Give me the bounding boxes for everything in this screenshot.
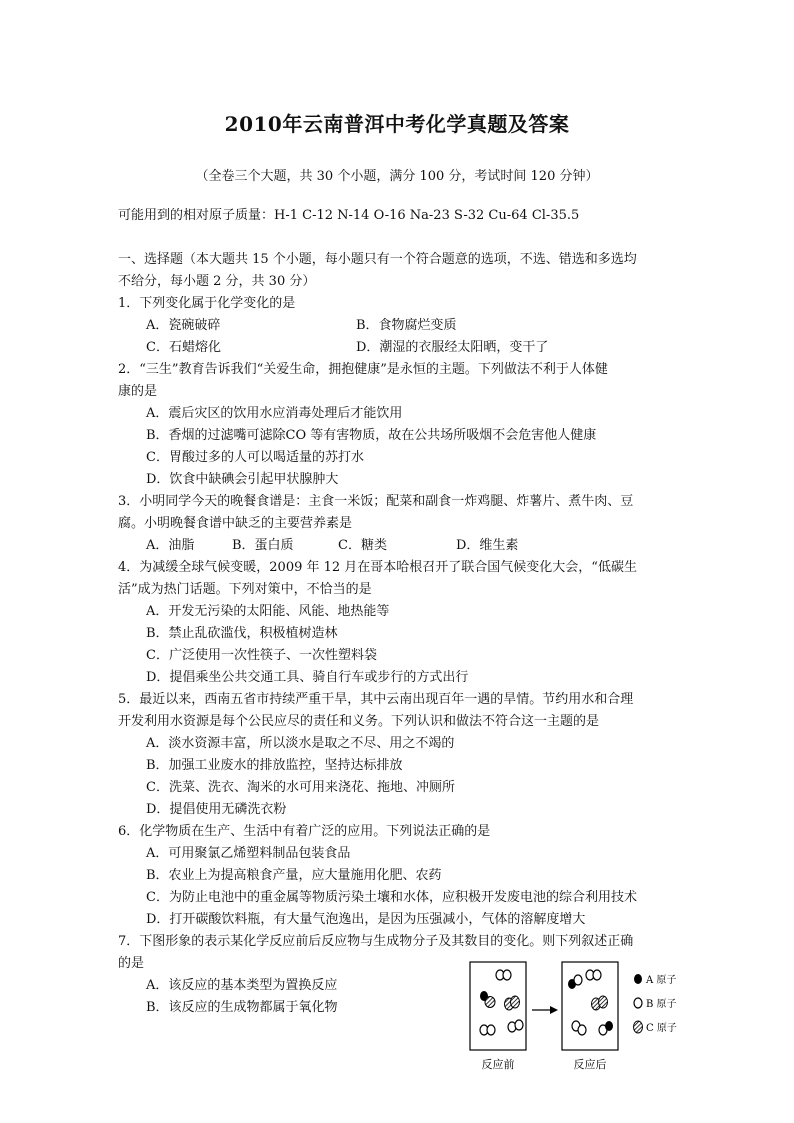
q5-option-a: A．淡水资源丰富，所以淡水是取之不尽、用之不竭的 xyxy=(146,736,455,751)
page-subtitle: （全卷三个大题，共 30 个小题，满分 100 分，考试时间 120 分钟） xyxy=(195,169,599,184)
q7-option-a: A．该反应的基本类型为置换反应 xyxy=(146,978,338,993)
after-label: 反应后 xyxy=(573,1058,607,1071)
q5-option-d: D．提倡使用无磷洗衣粉 xyxy=(146,802,287,817)
legend-c-icon xyxy=(634,1021,643,1033)
legend-c-label: C 原子 xyxy=(646,1023,677,1034)
legend-a-label: A 原子 xyxy=(646,975,677,986)
c2-molecule xyxy=(505,996,520,1010)
q2-option-a: A．震后灾区的饮用水应消毒处理后才能饮用 xyxy=(146,406,403,421)
q4-option-d: D．提倡乘坐公共交通工具、骑自行车或步行的方式出行 xyxy=(146,670,469,685)
q7-stem-2: 的是 xyxy=(118,956,145,971)
q1-option-a: A．瓷碗破碎 xyxy=(146,318,221,333)
q4-stem-1: 4．为减缓全球气候变暖，2009 年 12 月在哥本哈根召开了联合国气候变化大会，“低碳生 xyxy=(118,560,637,575)
q5-option-c: C．洗菜、洗衣、淘米的水可用来浇花、拖地、冲厕所 xyxy=(146,780,455,795)
q5-option-b: B．加强工业废水的排放监控，坚持达标排放 xyxy=(146,758,403,773)
q6-option-d: D．打开碳酸饮料瓶，有大量气泡逸出，是因为压强减小，气体的溶解度增大 xyxy=(146,912,586,927)
legend-a-icon xyxy=(634,974,642,984)
q3-option-a: A．油脂 xyxy=(146,538,195,553)
q6-option-b: B．农业上为提高粮食产量，应大量施用化肥、农药 xyxy=(146,868,442,883)
q4-option-a: A．开发无污染的太阳能、风能、地热能等 xyxy=(146,604,390,619)
legend-b-label: B 原子 xyxy=(646,999,677,1010)
q6-stem: 6．化学物质在生产、生活中有着广泛的应用。下列说法正确的是 xyxy=(118,824,491,839)
q1-option-b: B．食物腐烂变质 xyxy=(356,318,457,333)
b-atom xyxy=(487,1025,495,1035)
q4-option-c: C．广泛使用一次性筷子、一次性塑料袋 xyxy=(146,648,377,663)
q3-option-b: B．蛋白质 xyxy=(232,538,294,553)
section-heading-line-2: 不给分，每小题 2 分，共 30 分） xyxy=(118,274,316,289)
q4-stem-2: 活”成为热门话题。下列对策中，不恰当的是 xyxy=(118,582,372,597)
q2-option-b: B．香烟的过滤嘴可滤除CO 等有害物质，故在公共场所吸烟不会危害他人健康 xyxy=(146,428,597,443)
q3-option-d: D．维生素 xyxy=(456,538,519,553)
q1-stem: 1．下列变化属于化学变化的是 xyxy=(118,296,296,311)
q6-option-a: A．可用聚氯乙烯塑料制品包装食品 xyxy=(146,846,351,861)
q1-option-d: D．潮湿的衣服经太阳晒，变干了 xyxy=(356,340,549,355)
page-title: 2010年云南普洱中考化学真题及答案 xyxy=(224,112,570,136)
q2-stem-2: 康的是 xyxy=(118,384,158,399)
b2-molecule xyxy=(496,970,511,980)
ac-molecule xyxy=(480,991,495,1008)
q6-option-c: C．为防止电池中的重金属等物质污染土壤和水体，应积极开发废电池的综合利用技术 xyxy=(146,890,637,905)
q3-option-c: C．糖类 xyxy=(338,538,387,553)
q5-stem-1: 5．最近以来，西南五省市持续严重干旱，其中云南出现百年一遇的旱情。节约用水和合理 xyxy=(118,692,634,707)
b-atom xyxy=(515,1020,523,1030)
q2-option-d: D．饮食中缺碘会引起甲状腺肿大 xyxy=(146,472,339,487)
q4-option-b: B．禁止乱砍滥伐，积极植树造林 xyxy=(146,626,338,641)
q2-option-c: C．胃酸过多的人可以喝适量的苏打水 xyxy=(146,450,364,465)
reaction-diagram xyxy=(462,960,702,1080)
q3-stem-1: 3．小明同学今天的晚餐食谱是：主食一米饭；配菜和副食一炸鸡腿、炸薯片、煮牛肉、豆 xyxy=(118,494,634,509)
q7-option-b: B．该反应的生成物都属于氧化物 xyxy=(146,1000,338,1015)
atomic-mass-line: 可能用到的相对原子质量：H-1 C-12 N-14 O-16 Na-23 S-32 Cu-64 Cl-35.5 xyxy=(118,208,580,223)
q5-stem-2: 开发利用水资源是每个公民应尽的责任和义务。下列认识和做法不符合这一主题的是 xyxy=(118,714,600,729)
q3-stem-2: 腐。小明晚餐食谱中缺乏的主要营养素是 xyxy=(118,516,353,531)
q1-option-c: C．石蜡熔化 xyxy=(146,340,221,355)
q2-stem-1: 2．“三生”教育告诉我们“关爱生命，拥抱健康”是永恒的主题。下列做法不利于人体健 xyxy=(118,362,608,377)
q7-stem-1: 7．下图形象的表示某化学反应前后反应物与生成物分子及其数目的变化。则下列叙述正确 xyxy=(118,934,634,949)
section-heading-line-1: 一、选择题（本大题共 15 个小题，每小题只有一个符合题意的选项，不选、错选和多选均 xyxy=(118,252,637,267)
arrow-icon xyxy=(532,1006,558,1014)
before-label: 反应前 xyxy=(481,1058,515,1071)
legend-b-icon xyxy=(634,998,642,1008)
